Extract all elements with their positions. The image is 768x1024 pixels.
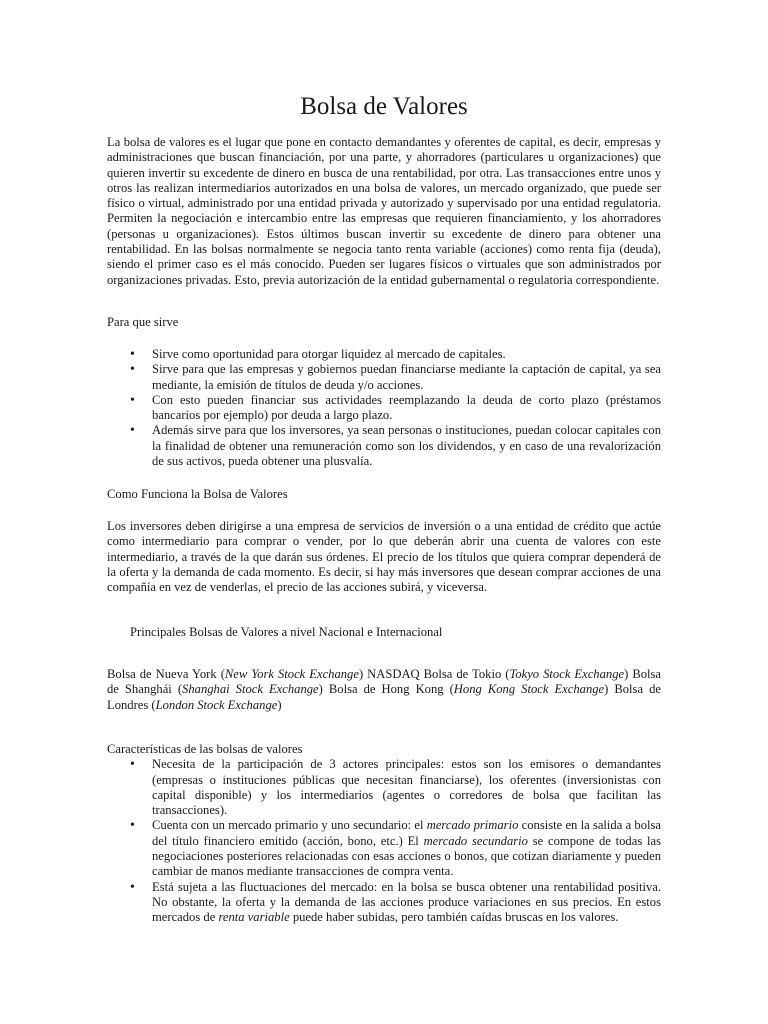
para-que-sirve-section: [107, 315, 661, 330]
text-run-italic: London Stock Exchange: [155, 697, 278, 712]
list-item: • Sirve para que las empresas y gobiernos puedan financiarse mediante la captación de capital, ya sea mediante, la emisión de títulos de deuda y/o acciones.: [107, 362, 661, 393]
intro-paragraph: La bolsa de valores es el lugar que pone en contacto demandantes y oferentes de capital, es decir, empresas y administraciones que buscan financiación, por una parte, y ahorradores (particulares u organizaciones) que quieren invertir su excedente de dinero en busca de una rentabilidad, por otra. Las transacciones entre unos y otros las realizan intermediarios autorizados en una bolsa de valores, un mercado organizado, que puede ser físico o virtual, administrado por una entidad privada y autorizado y supervisado por una entidad regulatoria. Permiten la negociación e intercambio entre las empresas que requieren financiamiento, y los ahorradores (personas u organizaciones). Estos últimos buscan invertir su excedente de dinero para obtener una rentabilidad. En las bolsas normalmente se negocia tanto renta variable (acciones) como renta fija (deuda), siendo el primer caso es el más conocido. Pueden ser lugares físicos o virtuales que son administrados por organizaciones privadas. Esto, previa autorización de la entidad gubernamental o regulatoria correspondiente.: [107, 135, 661, 287]
list-item: • Necesita de la participación de 3 actores principales: estos son los emisores o demandantes (empresas o instituciones públicas que necesitan financiarse), los oferentes (inversionistas con capital disponible) y los intermediarios (agentes o corredores de bolsa que facilitan las transacciones).: [107, 757, 661, 818]
text-run: ) Bolsa de Hong Kong (: [318, 682, 454, 697]
para-que-sirve-list: [107, 347, 661, 469]
principales-heading: Principales Bolsas de Valores a nivel Nacional e Internacional: [130, 625, 443, 639]
text-run: consiste en la salida a bolsa del título financiero emitido (acción, bono, etc.) El: [152, 818, 661, 848]
text-run-italic: Shanghai Stock Exchange: [182, 682, 319, 697]
text-run: ) Bolsa de Londres (: [107, 682, 661, 712]
list-item: • Con esto pueden financiar sus actividades reemplazando la deuda de corto plazo (préstamos bancarios por ejemplo) por deuda a largo plazo.: [107, 393, 661, 424]
list-item: • Además sirve para que los inversores, ya sean personas o instituciones, puedan colocar capitales con la finalidad de obtener una remuneración como son los dividendos, y en caso de una revalorización de sus activos, pueda obtener una plusvalía.: [107, 423, 661, 469]
principales-section: [107, 667, 661, 713]
list-item: [107, 880, 661, 926]
text-run: puede haber subidas, pero también caídas bruscas en los valores.: [289, 910, 619, 925]
text-run: ): [277, 697, 282, 712]
caracteristicas-list: [107, 757, 661, 925]
document-title: Bolsa de Valores: [300, 93, 468, 120]
list-item: [107, 818, 661, 879]
para-que-sirve-heading: Para que sirve: [107, 315, 179, 329]
principales-heading-block: [107, 625, 661, 640]
text-run: se compone de todas las negociaciones posteriores relacionadas con esas acciones o bonos, que cotizan diariamente y pueden cambiar de manos mediante transacciones de compra venta.: [152, 833, 662, 879]
caracteristicas-section: [107, 742, 661, 926]
text-run-italic: mercado secundario: [423, 833, 528, 848]
text-run: Bolsa de Nueva York (: [107, 667, 225, 681]
como-funciona-heading-block: [107, 487, 661, 502]
text-run-italic: Hong Kong Stock Exchange: [453, 682, 605, 697]
text-run: ) NASDAQ Bolsa de Tokio (: [358, 667, 510, 681]
como-funciona-heading: Como Funciona la Bolsa de Valores: [107, 487, 288, 501]
text-run-italic: mercado primario: [426, 818, 519, 833]
principales-paragraph: [107, 667, 661, 713]
list-item: • Sirve como oportunidad para otorgar liquidez al mercado de capitales.: [107, 347, 661, 362]
text-run-italic: Tokyo Stock Exchange: [509, 667, 625, 681]
text-run-italic: New York Stock Exchange: [224, 667, 359, 681]
text-run-italic: renta variable: [218, 910, 290, 925]
text-run: Cuenta con un mercado primario y uno secundario: el: [152, 818, 427, 833]
text-run: ) Bolsa de Shanghái (: [107, 667, 662, 697]
caracteristicas-heading: Características de las bolsas de valores: [107, 742, 303, 756]
como-funciona-paragraph: Los inversores deben dirigirse a una empresa de servicios de inversión o a una entidad de crédito que actúe como intermediario para comprar o vender, por lo que deberán abrir una cuenta de valores con este intermediario, a través de la que darán sus órdenes. El precio de los títulos que quiera comprar dependerá de la oferta y la demanda de cada momento. Es decir, si hay más inversores que desean comprar acciones de una compañía en vez de venderlas, el precio de las acciones subirá, y viceversa.: [107, 519, 661, 595]
text-run: Está sujeta a las fluctuaciones del mercado: en la bolsa se busca obtener una rentabilidad positiva. No obstante, la oferta y la demanda de las acciones produce variaciones en sus precios. En estos mercados de: [152, 879, 661, 925]
como-funciona-section: [107, 519, 661, 595]
intro-section: [107, 135, 661, 288]
